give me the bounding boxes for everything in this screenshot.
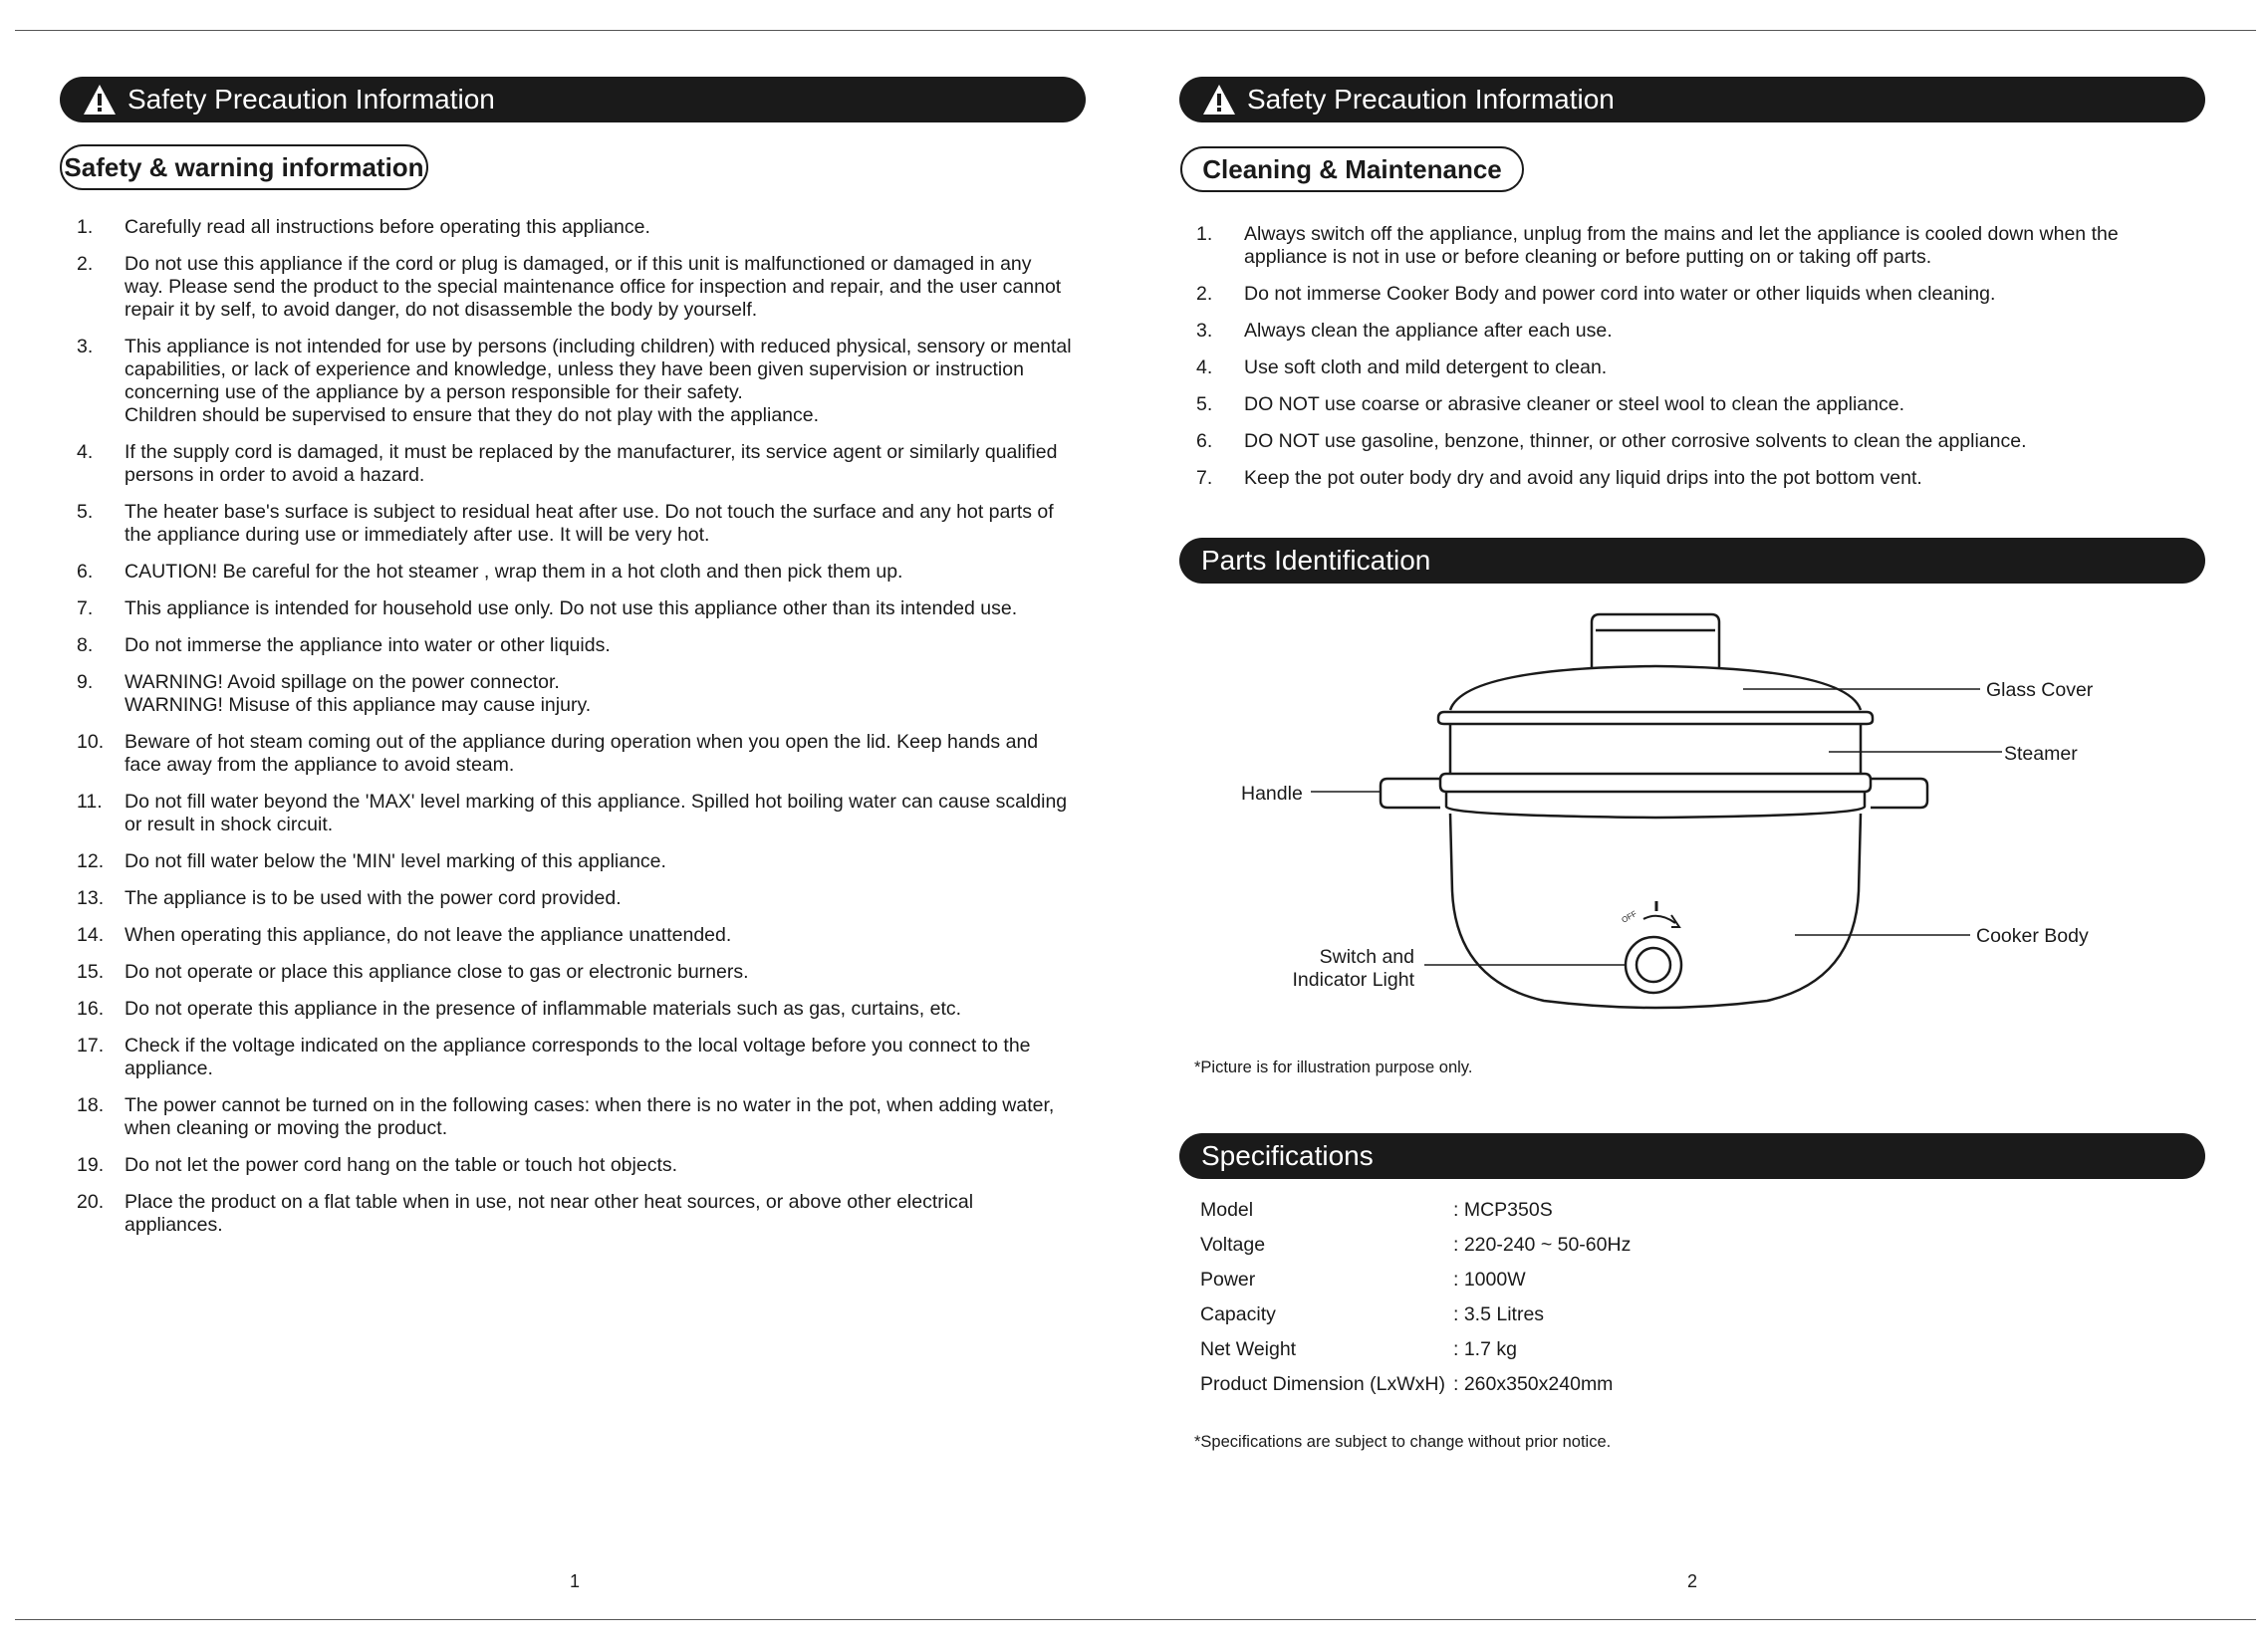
item-text xyxy=(125,1094,1073,1140)
item-number: 20. xyxy=(77,1191,105,1213)
spec-value: : MCP350S xyxy=(1453,1199,1553,1221)
list-item xyxy=(1196,283,2202,306)
list-item xyxy=(77,671,1073,717)
item-number: 8. xyxy=(77,634,94,656)
left-section-title: Safety & warning information xyxy=(60,144,428,190)
spec-row xyxy=(1200,1263,1631,1297)
spec-key: Voltage xyxy=(1200,1234,1266,1256)
handle-left xyxy=(1381,779,1440,808)
list-item xyxy=(77,253,1073,322)
item-text-main: Do not immerse the appliance into water or other liquids. xyxy=(125,634,611,656)
left-banner-title: Safety Precaution Information xyxy=(127,84,495,115)
label-steamer: Steamer xyxy=(2004,743,2078,765)
item-text xyxy=(125,850,1073,873)
page-number-right: 2 xyxy=(1687,1571,1698,1591)
spec-row xyxy=(1200,1332,1631,1367)
item-text-main: WARNING! Avoid spillage on the power connector. xyxy=(125,671,560,693)
item-text xyxy=(125,961,1073,984)
list-item xyxy=(77,887,1073,910)
item-text-main: Do not use this appliance if the cord or plug is damaged, or if this unit is malfunctioned or damaged in any way. Please send the product to the special maintenance office for inspection and repair, and the user cannot repair it by self, to avoid danger, do not disassemble the body by yourself. xyxy=(125,253,1062,321)
item-text-main: DO NOT use coarse or abrasive cleaner or steel wool to clean the appliance. xyxy=(1244,393,1904,415)
item-text-main: When operating this appliance, do not leave the appliance unattended. xyxy=(125,924,732,946)
handle-right xyxy=(1871,779,1927,808)
list-item xyxy=(1196,467,2202,490)
item-text-main: Do not immerse Cooker Body and power cord into water or other liquids when cleaning. xyxy=(1244,283,1996,305)
item-number: 6. xyxy=(77,561,94,583)
item-text-main: This appliance is intended for household use only. Do not use this appliance other than its intended use. xyxy=(125,597,1018,619)
steamer-shape xyxy=(1450,724,1861,774)
label-switch-line1: Switch and xyxy=(1319,946,1414,968)
item-text-main: Keep the pot outer body dry and avoid any liquid drips into the pot bottom vent. xyxy=(1244,467,1922,489)
list-item xyxy=(77,1094,1073,1140)
list-item xyxy=(1196,356,2202,379)
item-number: 17. xyxy=(77,1035,105,1057)
item-number: 1. xyxy=(1196,223,1213,245)
spec-value: : 220-240 ~ 50-60Hz xyxy=(1453,1234,1632,1256)
item-text xyxy=(125,501,1073,547)
spec-key: Power xyxy=(1200,1269,1256,1291)
cooker-body-shape xyxy=(1446,792,1865,818)
item-number: 1. xyxy=(77,216,94,238)
label-switch-line2: Indicator Light xyxy=(1292,969,1414,991)
item-text xyxy=(125,1154,1073,1177)
item-number: 2. xyxy=(1196,283,1213,305)
item-text xyxy=(125,253,1073,322)
right-section-title: Cleaning & Maintenance xyxy=(1180,146,1524,192)
item-text xyxy=(1244,467,2202,490)
item-text-main: This appliance is not intended for use by persons (including children) with reduced physical, sensory or mental capabilities, or lack of experience and knowledge, unless they have been given supervision or instruction concerning use of the appliance by a person responsible for their safety. xyxy=(125,336,1072,403)
list-item xyxy=(77,501,1073,547)
item-text-main: If the supply cord is damaged, it must be replaced by the manufacturer, its service agent or similarly qualified persons in order to avoid a hazard. xyxy=(125,441,1058,486)
item-text-main: DO NOT use gasoline, benzone, thinner, or other corrosive solvents to clean the appliance. xyxy=(1244,430,2027,452)
spec-row xyxy=(1200,1228,1631,1263)
item-text xyxy=(1244,320,2202,343)
item-number: 4. xyxy=(1196,356,1213,378)
item-number: 5. xyxy=(1196,393,1213,415)
list-item xyxy=(1196,223,2202,269)
spec-row xyxy=(1200,1297,1631,1332)
item-text-main: Carefully read all instructions before operating this appliance. xyxy=(125,216,650,238)
spec-value: : 3.5 Litres xyxy=(1453,1303,1545,1325)
item-text-main: Do not operate this appliance in the presence of inflammable materials such as gas, curtains, etc. xyxy=(125,998,962,1020)
item-text-main: CAUTION! Be careful for the hot steamer , wrap them in a hot cloth and then pick them up. xyxy=(125,561,903,583)
item-text-main: The heater base's surface is subject to residual heat after use. Do not touch the surface and any hot parts of the appliance during use or immediately after use. It will be very hot. xyxy=(125,501,1054,546)
item-text-main: The appliance is to be used with the power cord provided. xyxy=(125,887,622,909)
item-number: 18. xyxy=(77,1094,105,1116)
list-item xyxy=(77,924,1073,947)
item-text-extra: Children should be supervised to ensure that they do not play with the appliance. xyxy=(125,404,820,426)
item-number: 12. xyxy=(77,850,105,872)
item-text-main: Beware of hot steam coming out of the appliance during operation when you open the lid. Keep hands and face away from the appliance to avoid steam. xyxy=(125,731,1039,776)
spec-key: Product Dimension (LxWxH) xyxy=(1200,1373,1445,1395)
item-number: 2. xyxy=(77,253,94,275)
item-number: 10. xyxy=(77,731,105,753)
item-text xyxy=(125,634,1073,657)
list-item xyxy=(77,1154,1073,1177)
list-item xyxy=(77,998,1073,1021)
item-text xyxy=(1244,430,2202,453)
list-item xyxy=(77,1191,1073,1237)
parts-banner xyxy=(1179,538,2205,584)
item-text xyxy=(125,597,1073,620)
item-text xyxy=(125,1035,1073,1080)
item-number: 3. xyxy=(77,336,94,357)
lid-knob xyxy=(1592,614,1719,667)
list-item xyxy=(1196,320,2202,343)
cleaning-list xyxy=(1196,223,2202,504)
spec-banner-title: Specifications xyxy=(1201,1140,1374,1171)
item-text xyxy=(125,924,1073,947)
right-banner-title: Safety Precaution Information xyxy=(1247,84,1615,115)
item-text xyxy=(1244,393,2202,416)
glass-cover-shape xyxy=(1450,666,1861,710)
list-item xyxy=(77,634,1073,657)
item-number: 5. xyxy=(77,501,94,523)
spec-value: : 1000W xyxy=(1453,1269,1526,1291)
list-item xyxy=(77,850,1073,873)
item-text xyxy=(125,216,1073,239)
parts-banner-title: Parts Identification xyxy=(1201,545,1431,576)
warning-icon xyxy=(82,83,118,117)
parts-note: *Picture is for illustration purpose only. xyxy=(1194,1059,1473,1076)
spec-row xyxy=(1200,1367,1631,1402)
item-number: 11. xyxy=(77,791,103,813)
item-text-main: Place the product on a flat table when in use, not near other heat sources, or above other electrical appliances. xyxy=(125,1191,974,1236)
item-number: 19. xyxy=(77,1154,105,1176)
item-number: 6. xyxy=(1196,430,1213,452)
item-number: 4. xyxy=(77,441,94,463)
list-item xyxy=(77,336,1073,427)
item-text xyxy=(125,791,1073,836)
item-text-main: Do not fill water below the 'MIN' level marking of this appliance. xyxy=(125,850,666,872)
spec-table xyxy=(1200,1193,1631,1402)
page-number-left: 1 xyxy=(570,1571,581,1591)
item-number: 14. xyxy=(77,924,105,946)
dial-outer xyxy=(1626,937,1681,993)
list-item xyxy=(77,561,1073,584)
list-item xyxy=(77,216,1073,239)
spec-row xyxy=(1200,1193,1631,1228)
spec-key: Net Weight xyxy=(1200,1338,1297,1360)
item-text xyxy=(125,887,1073,910)
dial-inner xyxy=(1637,948,1670,982)
item-text-main: Use soft cloth and mild detergent to clean. xyxy=(1244,356,1608,378)
left-banner xyxy=(60,77,1086,122)
item-text xyxy=(125,1191,1073,1237)
item-number: 16. xyxy=(77,998,105,1020)
spec-note: *Specifications are subject to change without prior notice. xyxy=(1194,1433,1612,1451)
item-text-extra: WARNING! Misuse of this appliance may cause injury. xyxy=(125,694,592,716)
label-glass-cover: Glass Cover xyxy=(1986,679,2094,701)
list-item xyxy=(77,597,1073,620)
item-text xyxy=(1244,283,2202,306)
item-text xyxy=(125,671,1073,717)
item-number: 7. xyxy=(1196,467,1213,489)
safety-list xyxy=(77,216,1073,1251)
item-text-main: Do not fill water beyond the 'MAX' level marking of this appliance. Spilled hot boiling water can cause scalding or result in shock circuit. xyxy=(125,791,1068,835)
list-item xyxy=(77,961,1073,984)
item-number: 9. xyxy=(77,671,94,693)
list-item xyxy=(77,1035,1073,1080)
item-text-main: Always switch off the appliance, unplug from the mains and let the appliance is cooled down when the appliance is not in use or before cleaning or before putting on or taking off parts. xyxy=(1244,223,2119,268)
item-text-main: Check if the voltage indicated on the appliance corresponds to the local voltage before you connect to the appliance. xyxy=(125,1035,1031,1079)
item-number: 3. xyxy=(1196,320,1213,342)
warning-icon xyxy=(1201,83,1237,117)
item-text-main: Do not operate or place this appliance close to gas or electronic burners. xyxy=(125,961,749,983)
item-text xyxy=(125,561,1073,584)
label-handle: Handle xyxy=(1241,783,1303,805)
item-number: 7. xyxy=(77,597,94,619)
list-item xyxy=(77,791,1073,836)
item-text-main: The power cannot be turned on in the following cases: when there is no water in the pot, when adding water, when cleaning or moving the product. xyxy=(125,1094,1055,1139)
spec-value: : 260x350x240mm xyxy=(1453,1373,1614,1395)
item-number: 15. xyxy=(77,961,105,983)
item-text xyxy=(125,441,1073,487)
item-text-main: Do not let the power cord hang on the table or touch hot objects. xyxy=(125,1154,678,1176)
label-cooker-body: Cooker Body xyxy=(1976,925,2089,947)
list-item xyxy=(1196,430,2202,453)
spec-key: Capacity xyxy=(1200,1303,1276,1325)
list-item xyxy=(77,441,1073,487)
dial-off-label: OFF xyxy=(1620,908,1638,925)
item-text xyxy=(125,731,1073,777)
list-item xyxy=(1196,393,2202,416)
item-text xyxy=(1244,223,2202,269)
right-banner xyxy=(1179,77,2205,122)
parts-diagram xyxy=(1215,602,2151,1021)
item-text-main: Always clean the appliance after each use. xyxy=(1244,320,1613,342)
spec-banner xyxy=(1179,1133,2205,1179)
spec-key: Model xyxy=(1200,1199,1254,1221)
item-text xyxy=(125,998,1073,1021)
item-number: 13. xyxy=(77,887,105,909)
list-item xyxy=(77,731,1073,777)
item-text xyxy=(1244,356,2202,379)
spec-value: : 1.7 kg xyxy=(1453,1338,1517,1360)
item-text xyxy=(125,336,1073,427)
